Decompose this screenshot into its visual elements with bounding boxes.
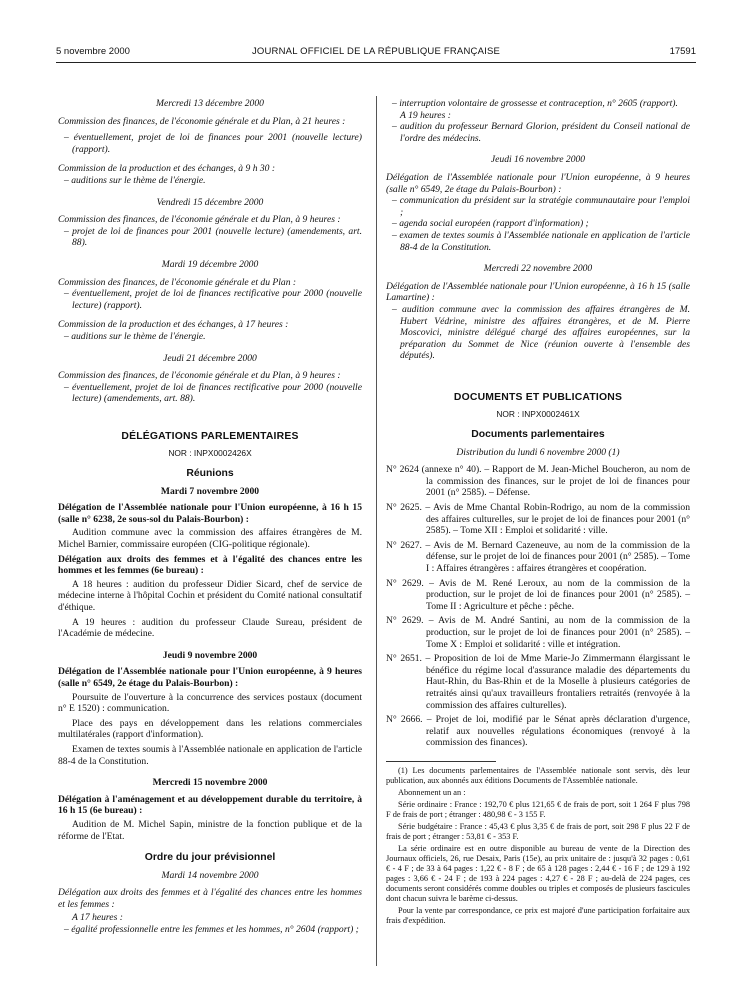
agenda-time: A 19 heures : <box>400 109 451 121</box>
agenda-item: – interruption volontaire de grossesse et contraception, n° 2605 (rapport). <box>392 98 678 109</box>
header-title: JOURNAL OFFICIEL DE LA RÉPUBLIQUE FRANÇAISE <box>251 46 501 57</box>
column-divider <box>376 96 377 966</box>
nor-reference: NOR : INPX0002461X <box>496 409 580 420</box>
agenda-item: – éventuellement, projet de loi de finances rectificative pour 2000 (nouvelle lecture) (rapport). <box>64 288 362 311</box>
date-heading: Jeudi 16 novembre 2000 <box>490 154 586 166</box>
agenda-text: Audition commune avec la commission des affaires étrangères de M. Michel Barnier, commissaire européen (CIG-politique régionale). <box>58 527 362 551</box>
document-entry: N° 2651. – Proposition de loi de Mme Marie-Jo Zimmermann élargissant le bénéfice du régime local d'assurance maladie des départements du Haut-Rhin, du Bas-Rhin et de la Moselle à plusieurs catégories de retraités ainsi qu'aux travailleurs frontaliers retraités (renvoyée à la commission des affaires culturelles). <box>386 653 690 711</box>
agenda-item: – projet de loi de finances pour 2001 (nouvelle lecture) (amendements, art. 88). <box>64 225 362 249</box>
date-heading: Mercredi 22 novembre 2000 <box>483 263 593 275</box>
date-heading: Mardi 19 décembre 2000 <box>161 258 259 270</box>
section-title: DOCUMENTS ET PUBLICATIONS <box>453 391 623 403</box>
footnote: Série budgétaire : France : 45,43 € plus 3,35 € de frais de port, soit 298 F plus 22 F de frais de port ; étranger : 53,81 € - 353 F. <box>386 821 690 841</box>
agenda-commission: Délégation aux droits des femmes et à l'égalité des chances entre les hommes et les femmes : <box>58 887 362 910</box>
agenda-commission: Commission des finances, de l'économie générale et du Plan, à 21 heures : <box>58 115 346 127</box>
footnote: La série ordinaire est en outre disponible au bureau de vente de la Direction des Journaux officiels, 26, rue Desaix, Paris (15e), au prix unitaire de : jusqu'à 32 pages : 0,61 € - 4 F ; de 33 à 64 pages : 1,22 € - 8 F ; de 65 à 128 pages : 2,44 € - 16 F ; de 129 à 192 pages : 3,66 € - 24 F ; de 193 à 224 pages : 4,27 € - 28 F ; au-delà de 224 pages, ces documents seront considérés comme doubles ou triples et composés de plusieurs fascicules dont chacun suivra le barème ci-dessus. <box>386 843 690 903</box>
delegation-name: Délégation aux droits des femmes et à l'égalité des chances entre les hommes et les femmes (6e bureau) : <box>58 553 362 577</box>
delegation-name: Délégation de l'Assemblée nationale pour l'Union européenne, à 9 heures (salle n° 6549, 2e étage du Palais-Bourbon) : <box>58 666 362 689</box>
agenda-item: – examen de textes soumis à l'Assemblée nationale en application de l'article 88-4 de la Constitution. <box>392 229 690 253</box>
footnote: Abonnement un an : <box>398 787 466 797</box>
date-heading: Mercredi 13 décembre 2000 <box>156 98 264 109</box>
distribution-heading: Distribution du lundi 6 novembre 2000 (1) <box>456 446 620 458</box>
agenda-commission: Commission des finances, de l'économie générale et du Plan, à 9 heures : <box>58 370 341 382</box>
agenda-commission: Commission de la production et des échanges, à 9 h 30 : <box>58 163 276 175</box>
date-heading: Vendredi 15 décembre 2000 <box>156 196 264 208</box>
nor-reference: NOR : INPX0002426X <box>168 448 252 459</box>
agenda-text: Examen de textes soumis à l'Assemblée nationale en application de l'article 88-4 de la Constitution. <box>58 743 362 767</box>
document-entry: N° 2624 (annexe n° 40). – Rapport de M. Jean-Michel Boucheron, au nom de la commission des finances, sur le projet de loi de finances pour 2001 (n° 2585). – Défense. <box>386 464 690 499</box>
date-heading: Jeudi 21 décembre 2000 <box>163 352 257 364</box>
agenda-commission: Délégation de l'Assemblée nationale pour l'Union européenne, à 9 heures (salle n° 6549, 2e étage du Palais-Bourbon) : <box>386 171 690 195</box>
document-entry: N° 2627. – Avis de M. Bernard Cazeneuve, au nom de la commission de la défense, sur le projet de loi de finances pour 2001 (n° 2585). – Tome I : Affaires étrangères : affaires étrangères et coopération. <box>386 539 690 574</box>
agenda-commission: Commission de la production et des échanges, à 17 heures : <box>58 319 289 331</box>
header-rule <box>56 62 696 63</box>
date-heading: Mardi 14 novembre 2000 <box>161 869 259 881</box>
agenda-item: – audition commune avec la commission des affaires étrangères de M. Hubert Védrine, ministre des affaires étrangères, et de M. Pierre Moscovici, ministre délégué chargé des affaires européennes, sur la préparation du Sommet de Nice (réunion ouverte à l'ensemble des députés). <box>392 303 690 362</box>
document-entry: N° 2625. – Avis de Mme Chantal Robin-Rodrigo, au nom de la commission des affaires culturelles, sur le projet de loi de finances pour 2001 (n° 2585). – Tome XII : Emploi et solidarité : ville. <box>386 502 690 537</box>
page-header <box>56 46 696 60</box>
agenda-item: – éventuellement, projet de loi de finances pour 2001 (nouvelle lecture) (rapport). <box>64 132 362 155</box>
date-heading: Jeudi 9 novembre 2000 <box>162 649 258 661</box>
section-title: DÉLÉGATIONS PARLEMENTAIRES <box>121 430 299 442</box>
delegation-name: Délégation à l'aménagement et au développement durable du territoire, à 16 h 15 (6e bureau) : <box>58 793 362 817</box>
agenda-text: Poursuite de l'ouverture à la concurrence des services postaux (document n° E 1520) : communication. <box>58 691 362 715</box>
agenda-commission: Commission des finances, de l'économie générale et du Plan : <box>58 276 297 288</box>
subsection-title: Ordre du jour prévisionnel <box>144 852 276 864</box>
agenda-commission: Commission des finances, de l'économie générale et du Plan, à 9 heures : <box>58 214 341 226</box>
agenda-item: – éventuellement, projet de loi de finances rectificative pour 2000 (nouvelle lecture) (amendements, art. 88). <box>64 381 362 405</box>
agenda-item: – communication du président sur la stratégie communautaire pour l'emploi ; <box>392 195 690 218</box>
footnote: Pour la vente par correspondance, ce prix est majoré d'une participation forfaitaire aux frais d'expédition. <box>386 905 690 925</box>
agenda-text: Audition de M. Michel Sapin, ministre de la fonction publique et de la réforme de l'Etat. <box>58 818 362 842</box>
agenda-text: Place des pays en développement dans les relations commerciales multilatérales (rapport d'information). <box>58 717 362 741</box>
subsection-title: Réunions <box>186 468 234 480</box>
agenda-item: – audition du professeur Bernard Glorion, président du Conseil national de l'ordre des médecins. <box>392 121 690 144</box>
subsection-title: Documents parlementaires <box>471 429 605 441</box>
agenda-item: – agenda social européen (rapport d'information) ; <box>392 218 589 230</box>
document-entry: N° 2666. – Projet de loi, modifié par le Sénat après déclaration d'urgence, relatif aux nouvelles régulations économiques (renvoyé à la commission des finances). <box>386 714 690 749</box>
agenda-commission: Délégation de l'Assemblée nationale pour l'Union européenne, à 16 h 15 (salle Lamartine) : <box>386 280 690 304</box>
document-entry: N° 2629. – Avis de M. René Leroux, au nom de la commission de la production, sur le projet de loi de finances pour 2001 (n° 2585). – Tome II : Agriculture et pêche : pêche. <box>386 577 690 612</box>
header-date: 5 novembre 2000 <box>56 46 130 57</box>
agenda-item: – égalité professionnelle entre les femmes et les hommes, n° 2604 (rapport) ; <box>64 924 359 936</box>
right-column <box>386 98 690 928</box>
footnote: Série ordinaire : France : 192,70 € plus 121,65 € de frais de port, soit 1 264 F plus 798 F de frais de port ; étranger : 480,98 € - 3 155 F. <box>386 799 690 819</box>
header-page-number: 17591 <box>669 46 696 57</box>
agenda-item: – auditions sur le thème de l'énergie. <box>64 174 206 186</box>
date-heading: Mardi 7 novembre 2000 <box>160 485 260 497</box>
date-heading: Mercredi 15 novembre 2000 <box>152 777 268 789</box>
footnote: (1) Les documents parlementaires de l'Assemblée nationale sont servis, dès leur publication, aux abonnés aux éditions Documents de l'Assemblée nationale. <box>386 765 690 785</box>
agenda-item: – auditions sur le thème de l'énergie. <box>64 330 206 342</box>
delegation-name: Délégation de l'Assemblée nationale pour l'Union européenne, à 16 h 15 (salle n° 6238, 2e sous-sol du Palais-Bourbon) : <box>58 502 362 525</box>
agenda-time: A 17 heures : <box>72 912 123 924</box>
document-entry: N° 2629. – Avis de M. André Santini, au nom de la commission de la production, sur le projet de loi de finances pour 2001 (n° 2585). – Tome X : Emploi et solidarité : ville et intégration. <box>386 615 690 650</box>
footnote-rule <box>386 761 496 762</box>
agenda-text: A 18 heures : audition du professeur Didier Sicard, chef de service de médecine interne à l'hôpital Cochin et président du Comité national consultatif d'éthique. <box>58 578 362 613</box>
left-column <box>58 96 362 936</box>
agenda-text: A 19 heures : audition du professeur Claude Sureau, président de l'Académie de médecine. <box>58 616 362 640</box>
